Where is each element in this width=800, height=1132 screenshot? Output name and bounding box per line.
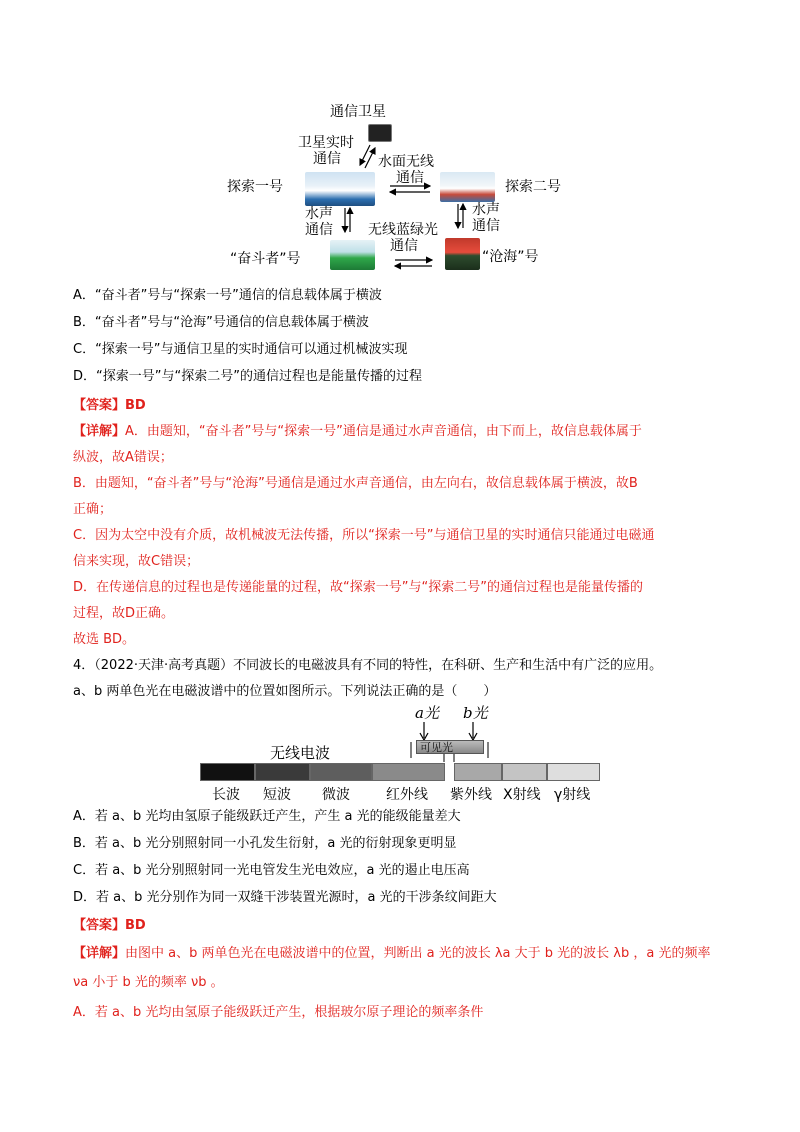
q4-explain-line-2: νa 小于 b 光的频率 νb 。 bbox=[73, 975, 224, 990]
q3-explain-line-4: 正确； bbox=[73, 502, 113, 517]
band-microwave bbox=[310, 763, 372, 781]
sound-right-label-1: 水声 bbox=[472, 202, 500, 218]
sound-left-label-1: 水声 bbox=[305, 206, 333, 222]
q3-conclusion: 故选 BD。 bbox=[73, 632, 136, 647]
q3-option-b: B．“奋斗者”号与“沧海”号通信的信息载体属于横波 bbox=[73, 315, 369, 330]
band-label-xray: X射线 bbox=[503, 787, 541, 803]
q4-stem-line-2: a、b 两单色光在电磁波谱中的位置如图所示。下列说法正确的是（ ） bbox=[73, 684, 497, 699]
band-xray bbox=[502, 763, 547, 781]
q3-explain-line-5: C．因为太空中没有介质，故机械波无法传播，所以“探索一号”与通信卫星的实时通信只能通过电磁通 bbox=[73, 528, 655, 543]
sat-link-label-1: 卫星实时 bbox=[298, 135, 354, 151]
q3-explain-text-1: A．由题知，“奋斗者”号与“探索一号”通信是通过水声音通信，由下而上，故信息载体属于 bbox=[125, 424, 642, 439]
visible-label: 可见光 bbox=[420, 741, 453, 754]
bluegreen-label-2: 通信 bbox=[390, 238, 418, 254]
q3-explain-line-8: 过程，故D正确。 bbox=[73, 606, 175, 621]
ship1-label: 探索一号 bbox=[227, 179, 283, 195]
q3-explain-line-2: 纵波，故A错误； bbox=[73, 450, 173, 465]
sub1-label: “奋斗者”号 bbox=[230, 251, 301, 267]
sound-right-label-2: 通信 bbox=[472, 218, 500, 234]
band-label-long-wave: 长波 bbox=[212, 787, 240, 803]
q4-explain-label: 【详解】 bbox=[73, 946, 126, 961]
band-label-microwave: 微波 bbox=[322, 787, 350, 803]
q4-option-c: C．若 a、b 光分别照射同一光电管发生光电效应，a 光的遏止电压高 bbox=[73, 863, 470, 878]
q3-explain-label: 【详解】 bbox=[73, 424, 126, 439]
bluegreen-label-1: 无线蓝绿光 bbox=[368, 222, 438, 238]
q3-explain-line-1 bbox=[73, 422, 642, 442]
band-label-ultraviolet: 紫外线 bbox=[450, 787, 492, 803]
q3-explain-line-3: B．由题知，“奋斗者”号与“沧海”号通信是通过水声音通信，由左向右，故信息载体属于横波，故B bbox=[73, 476, 638, 491]
q4-explain-line-1 bbox=[73, 944, 710, 964]
communication-arrows bbox=[220, 100, 580, 280]
q4-stem-line-1: 4．（2022·天津·高考真题）不同波长的电磁波具有不同的特性，在科研、生产和生活中有广泛的应用。 bbox=[73, 658, 663, 673]
q4-answer: 【答案】BD bbox=[73, 918, 146, 933]
satellite-label: 通信卫星 bbox=[330, 104, 386, 120]
q4-explain-text-1: 由图中 a、b 两单色光在电磁波谱中的位置，判断出 a 光的波长 λa 大于 b 光的波长 λb ，a 光的频率 bbox=[125, 946, 711, 961]
band-label-gamma: γ射线 bbox=[554, 787, 591, 803]
q3-explain-line-6: 信来实现，故C错误； bbox=[73, 554, 200, 569]
b-light-label: b光 bbox=[463, 704, 488, 722]
q3-explain-line-7: D．在传递信息的过程也是传递能量的过程，故“探索一号”与“探索二号”的通信过程也是能量传播的 bbox=[73, 580, 643, 595]
band-infrared bbox=[372, 763, 445, 781]
q4-explain-line-3: A．若 a、b 光均由氢原子能级跃迁产生，根据玻尔原子理论的频率条件 bbox=[73, 1005, 484, 1020]
band-label-infrared: 红外线 bbox=[386, 787, 428, 803]
q4-option-d: D．若 a、b 光分别作为同一双缝干涉装置光源时，a 光的干涉条纹间距大 bbox=[73, 890, 497, 905]
a-light-label: a光 bbox=[415, 704, 439, 722]
sat-link-label-2: 通信 bbox=[313, 151, 341, 167]
q4-option-b: B．若 a、b 光分别照射同一小孔发生衍射，a 光的衍射现象更明显 bbox=[73, 836, 457, 851]
band-short-wave bbox=[255, 763, 310, 781]
surface-link-label-1: 水面无线 bbox=[378, 154, 434, 170]
sub2-label: “沧海”号 bbox=[482, 249, 539, 265]
communication-diagram bbox=[220, 100, 580, 280]
q3-answer: 【答案】BD bbox=[73, 398, 146, 413]
band-label-short-wave: 短波 bbox=[263, 787, 291, 803]
radio-label: 无线电波 bbox=[270, 744, 331, 762]
q3-option-d: D．“探索一号”与“探索二号”的通信过程也是能量传播的过程 bbox=[73, 369, 422, 384]
band-ultraviolet bbox=[454, 763, 502, 781]
q3-option-a: A．“奋斗者”号与“探索一号”通信的信息载体属于横波 bbox=[73, 288, 382, 303]
surface-link-label-2: 通信 bbox=[396, 170, 424, 186]
q3-option-c: C．“探索一号”与通信卫星的实时通信可以通过机械波实现 bbox=[73, 342, 408, 357]
band-gamma bbox=[547, 763, 600, 781]
sound-left-label-2: 通信 bbox=[305, 222, 333, 238]
ship2-label: 探索二号 bbox=[505, 179, 561, 195]
q4-option-a: A．若 a、b 光均由氢原子能级跃迁产生，产生 a 光的能级能量差大 bbox=[73, 809, 461, 824]
band-long-wave bbox=[200, 763, 255, 781]
spectrum-diagram bbox=[200, 700, 605, 805]
